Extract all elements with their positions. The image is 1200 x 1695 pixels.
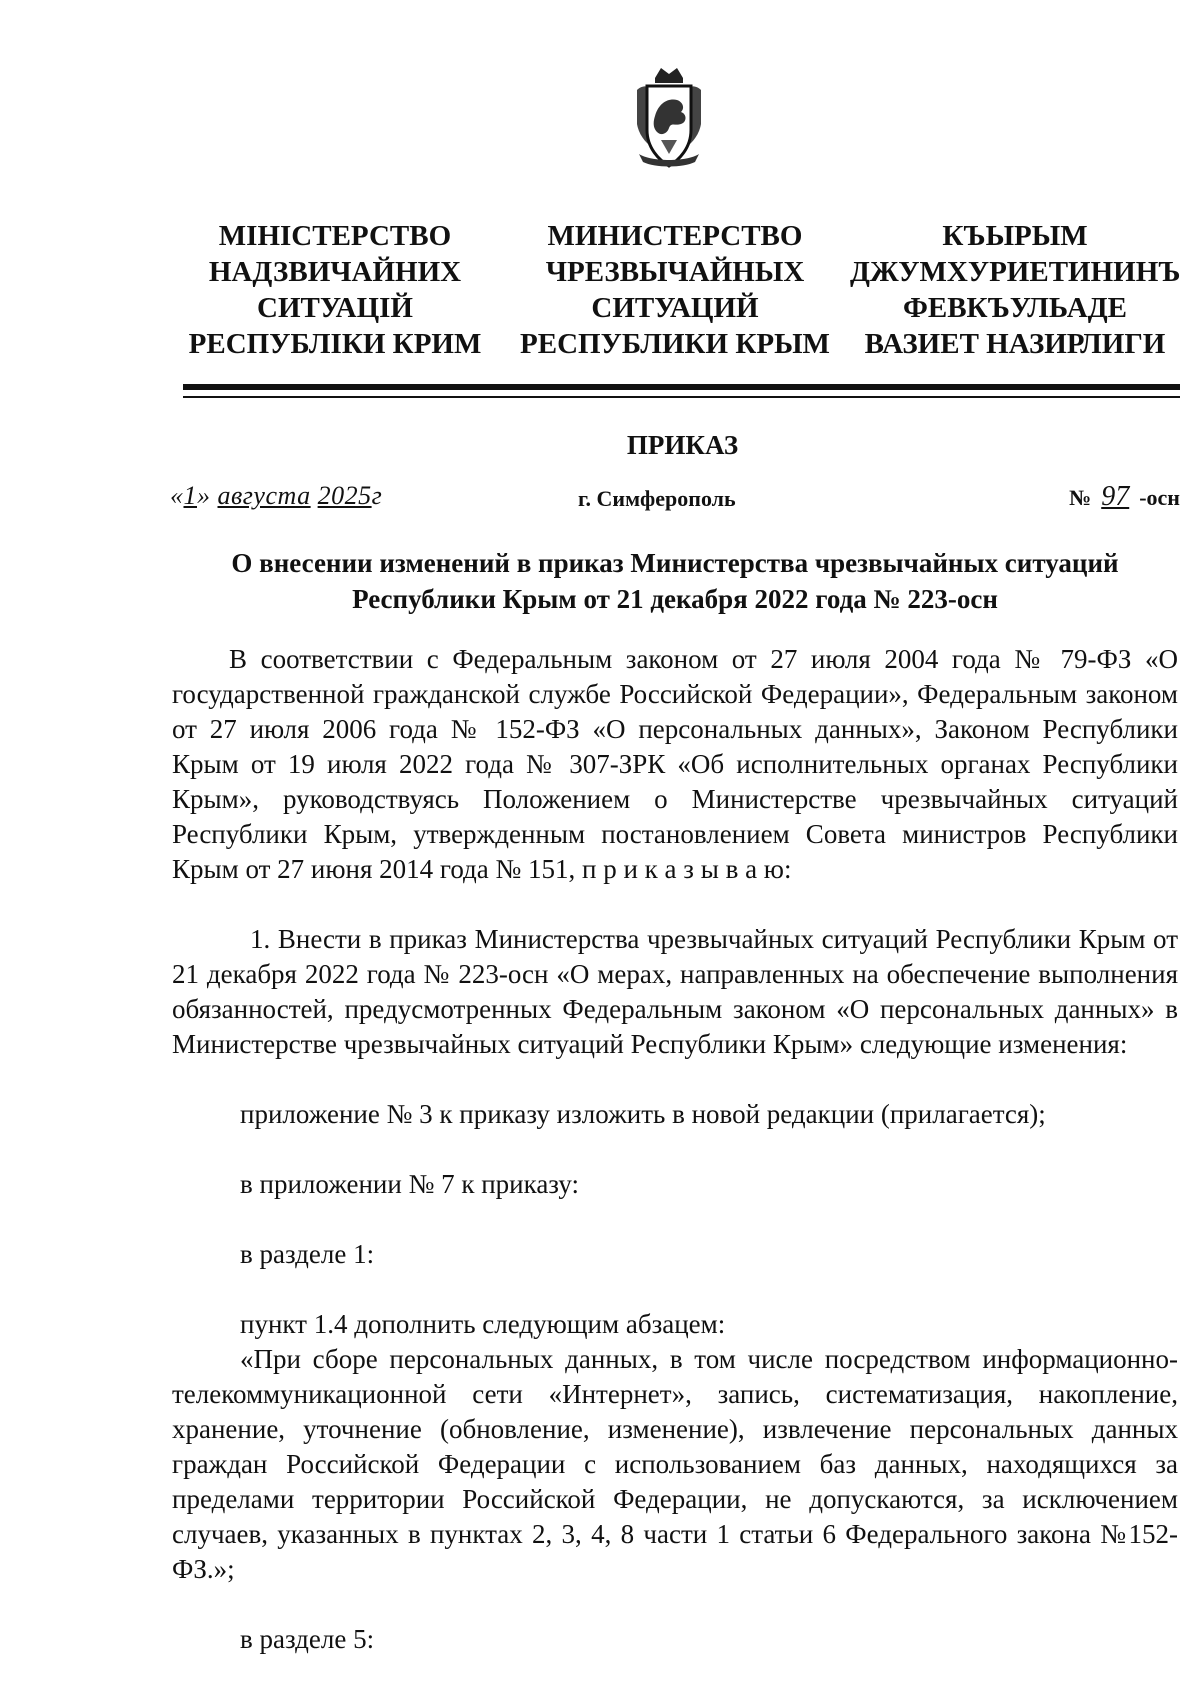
document-subject	[170, 545, 1180, 617]
coat-of-arms-icon	[625, 64, 713, 174]
item-1-paragraph: 1. Внести в приказ Министерства чрезвычайных ситуаций Республики Крым от 21 декабря 2022 года № 223-осн «О мерах, направленных на обеспечение выполнения обязанностей, предусмотренных Федеральным законом «О персональных данных» в Министерстве чрезвычайных ситуаций Республики Крым» следующие изменения:	[172, 924, 1178, 1059]
date-suffix: г	[371, 481, 383, 510]
header-line: СИТУАЦІЙ	[257, 292, 413, 324]
date-year: 2025	[317, 481, 372, 510]
document-type: ПРИКАЗ	[626, 430, 739, 460]
header-line: ФЕВКЪУЛЬАДЕ	[902, 292, 1128, 324]
header-line: СИТУАЦИЙ	[591, 292, 759, 324]
point-1-4-paragraph: пункт 1.4 дополнить следующим абзацем:	[240, 1309, 726, 1339]
appendix-7-paragraph: в приложении № 7 к приказу:	[240, 1169, 580, 1199]
header-line: МІНІСТЕРСТВО	[218, 220, 452, 252]
document-date	[170, 481, 382, 511]
section-5-paragraph: в разделе 5:	[240, 1624, 375, 1654]
header-line: КЪЫРЫМ	[942, 220, 1088, 252]
header-russian	[510, 218, 840, 362]
subject-line: Республики Крым от 21 декабря 2022 года № 223-осн	[352, 584, 998, 614]
number-value: 97	[1101, 481, 1130, 512]
header-line: ДЖУМХУРИЕТИНИНЪ	[850, 256, 1181, 288]
header-line: РЕСПУБЛІКИ КРИМ	[188, 328, 482, 360]
date-day: 1	[183, 481, 197, 510]
date-number-line	[170, 481, 1180, 521]
header-line: НАДЗВИЧАЙНИХ	[208, 256, 462, 288]
date-close-quote: »	[197, 481, 211, 510]
document-number	[1069, 481, 1180, 513]
ministry-header	[170, 218, 1180, 362]
document-body	[172, 642, 1178, 1657]
header-line: МИНИСТЕРСТВО	[547, 220, 803, 252]
header-divider-thick	[183, 384, 1180, 390]
header-line: ЧРЕЗВЫЧАЙНЫХ	[545, 256, 805, 288]
preamble-paragraph: В соответствии с Федеральным законом от 27 июля 2004 года № 79-ФЗ «О государственной гражданской службе Российской Федерации», Федеральным законом от 27 июля 2006 года № 152-ФЗ «О персональных данных», Законом Республики Крым от 19 июля 2022 года № 307-ЗРК «Об исполнительных органах Республики Крым», руководствуясь Положением о Министерстве чрезвычайных ситуаций Республики Крым, утвержденным постановлением Совета министров Республики Крым от 27 июня 2014 года № 151, п р и к а з ы в а ю:	[172, 644, 1178, 884]
section-1-paragraph: в разделе 1:	[240, 1239, 375, 1269]
subject-line: О внесении изменений в приказ Министерства чрезвычайных ситуаций	[231, 548, 1119, 578]
header-line: ВАЗИЕТ НАЗИРЛИГИ	[864, 328, 1166, 360]
header-ukrainian	[170, 218, 500, 362]
number-suffix: -осн	[1139, 485, 1180, 510]
header-divider-thin	[183, 396, 1180, 398]
date-month: августа	[217, 481, 311, 510]
appendix-3-paragraph: приложение № 3 к приказу изложить в новой редакции (прилагается);	[240, 1099, 1046, 1129]
quote-paragraph: «При сборе персональных данных, в том числе посредством информационно-телекоммуникационной сети «Интернет», запись, систематизация, накопление, хранение, уточнение (обновление, изменение), извлечение персональных данных граждан Российской Федерации с использованием баз данных, находящихся за пределами территории Российской Федерации, не допускаются, за исключением случаев, указанных в пунктах 2, 3, 4, 8 части 1 статьи 6 Федерального закона №152-ФЗ.»;	[172, 1344, 1178, 1584]
number-prefix: №	[1069, 485, 1092, 510]
date-open-quote: «	[170, 481, 184, 510]
header-line: РЕСПУБЛИКИ КРЫМ	[520, 328, 830, 360]
header-crimean-tatar	[850, 218, 1180, 362]
city: г. Симферополь	[578, 486, 736, 511]
